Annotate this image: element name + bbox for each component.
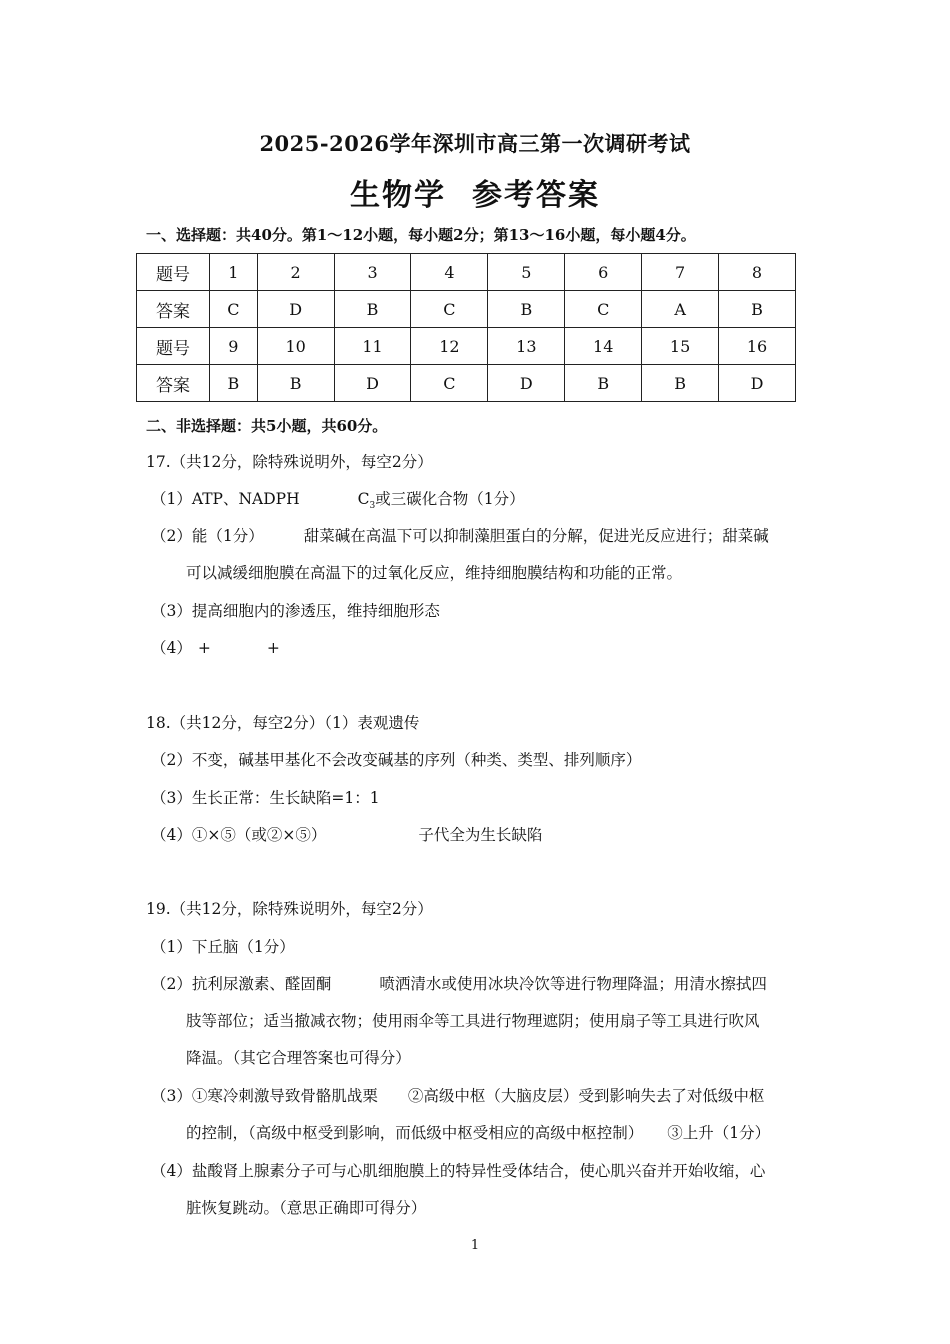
- section2-heading: 二、非选择题：共5小题，共60分。: [146, 417, 388, 435]
- q19-part2: [151, 974, 767, 994]
- row-label: 题号: [137, 328, 210, 365]
- exam-subtitle: [0, 170, 950, 214]
- q19-part3-cont: [186, 1123, 770, 1143]
- plus-sign: +: [266, 639, 280, 657]
- table-cell: 6: [565, 254, 642, 291]
- table-cell: 15: [642, 328, 719, 365]
- q17-part2-answer-b: 甜菜碱在高温下可以抑制藻胆蛋白的分解，促进光反应进行；甜菜碱: [303, 527, 769, 545]
- table-cell: 14: [565, 328, 642, 365]
- q19-part2-answer-b: 喷洒清水或使用冰块冷饮等进行物理降温；用清水擦拭四: [379, 975, 767, 993]
- q19-part2-cont: 降温。（其它合理答案也可得分）: [186, 1049, 411, 1067]
- table-cell: 9: [210, 328, 258, 365]
- table-cell: C: [411, 365, 488, 402]
- q19-part3-answer-c: 的控制，（高级中枢受到影响，而低级中枢受相应的高级中枢控制）: [186, 1124, 644, 1142]
- exam-title: 2025-2026学年深圳市高三第一次调研考试: [259, 131, 691, 156]
- q19-part2-cont: 肢等部位；适当撤减衣物；使用雨伞等工具进行物理遮阴；使用扇子等工具进行吹风: [186, 1012, 760, 1030]
- table-cell: 12: [411, 328, 488, 365]
- table-cell: 4: [411, 254, 488, 291]
- table-cell: 2: [257, 254, 334, 291]
- q18-part4-answer-a: （4）①×⑤（或②×⑤）: [151, 826, 327, 844]
- table-cell: C: [565, 291, 642, 328]
- table-cell: B: [642, 365, 719, 402]
- table-cell: 13: [488, 328, 565, 365]
- q17-part1: [151, 489, 525, 516]
- q18-part2: （2）不变，碱基甲基化不会改变碱基的序列（种类、类型、排列顺序）: [151, 751, 642, 769]
- c3-subscript: 3: [369, 501, 376, 512]
- q19-part1: （1）下丘脑（1分）: [151, 938, 295, 956]
- q19-part4-cont: 脏恢复跳动。（意思正确即可得分）: [186, 1199, 427, 1217]
- page-number: 1: [470, 1238, 480, 1253]
- table-cell: 8: [719, 254, 796, 291]
- q19-part2-answer-a: （2）抗利尿激素、醛固酮: [151, 975, 332, 993]
- table-cell: B: [565, 365, 642, 402]
- table-cell: B: [488, 291, 565, 328]
- q18-part4-answer-b: 子代全为生长缺陷: [418, 826, 543, 844]
- q17-part3: （3）提高细胞内的渗透压，维持细胞形态: [151, 602, 440, 620]
- table-cell: 10: [257, 328, 334, 365]
- q19-part3: [151, 1086, 764, 1106]
- table-cell: D: [257, 291, 334, 328]
- q18-part3: （3）生长正常：生长缺陷=1：1: [151, 789, 380, 807]
- q17-part1-answer-a: （1）ATP、NADPH: [151, 490, 300, 508]
- table-row: [137, 328, 796, 365]
- table-cell: 11: [334, 328, 411, 365]
- choice-answer-table: [136, 253, 796, 402]
- c3-description: 或三碳化合物（1分）: [375, 490, 525, 508]
- row-label: 题号: [137, 254, 210, 291]
- table-cell: 16: [719, 328, 796, 365]
- table-cell: C: [210, 291, 258, 328]
- q18-heading: 18.（共12分，每空2分）（1）表观遗传: [146, 714, 420, 732]
- q19-part4: （4）盐酸肾上腺素分子可与心肌细胞膜上的特异性受体结合，使心肌兴奋并开始收缩，心: [151, 1162, 766, 1180]
- table-cell: D: [334, 365, 411, 402]
- q17-heading: 17.（共12分，除特殊说明外，每空2分）: [146, 453, 433, 471]
- q17-part2-answer-a: （2）能（1分）: [151, 527, 264, 545]
- q17-part2: [151, 526, 769, 546]
- q18-part4: [151, 825, 542, 845]
- row-label: 答案: [137, 365, 210, 402]
- plus-sign: +: [197, 639, 211, 657]
- table-cell: D: [719, 365, 796, 402]
- table-cell: B: [719, 291, 796, 328]
- table-row: [137, 291, 796, 328]
- table-cell: B: [334, 291, 411, 328]
- q17-part1-answer-b: [357, 490, 525, 512]
- table-cell: D: [488, 365, 565, 402]
- subject-name: 生物学: [350, 178, 446, 213]
- table-cell: C: [411, 291, 488, 328]
- table-cell: 5: [488, 254, 565, 291]
- q19-part3-answer-a: （3）①寒冷刺激导致骨骼肌战栗: [151, 1087, 378, 1105]
- q19-part3-answer-b: ②高级中枢（大脑皮层）受到影响失去了对低级中枢: [407, 1087, 765, 1105]
- q17-part2-cont: 可以减缓细胞膜在高温下的过氧化反应，维持细胞膜结构和功能的正常。: [186, 564, 683, 582]
- q19-part3-answer-d: ③上升（1分）: [667, 1124, 771, 1142]
- q19-heading: 19.（共12分，除特殊说明外，每空2分）: [146, 900, 433, 918]
- table-cell: B: [210, 365, 258, 402]
- c3-symbol: C: [357, 490, 370, 508]
- table-cell: B: [257, 365, 334, 402]
- table-cell: 7: [642, 254, 719, 291]
- section1-heading: 一、选择题：共40分。第1～12小题，每小题2分；第13～16小题，每小题4分。: [146, 226, 696, 244]
- table-cell: 3: [334, 254, 411, 291]
- table-row: [137, 365, 796, 402]
- reference-answer-label: 参考答案: [472, 178, 600, 213]
- q17-part4-label: （4）: [151, 639, 192, 657]
- table-cell: A: [642, 291, 719, 328]
- table-cell: 1: [210, 254, 258, 291]
- row-label: 答案: [137, 291, 210, 328]
- table-row: [137, 254, 796, 291]
- q17-part4: [151, 638, 280, 658]
